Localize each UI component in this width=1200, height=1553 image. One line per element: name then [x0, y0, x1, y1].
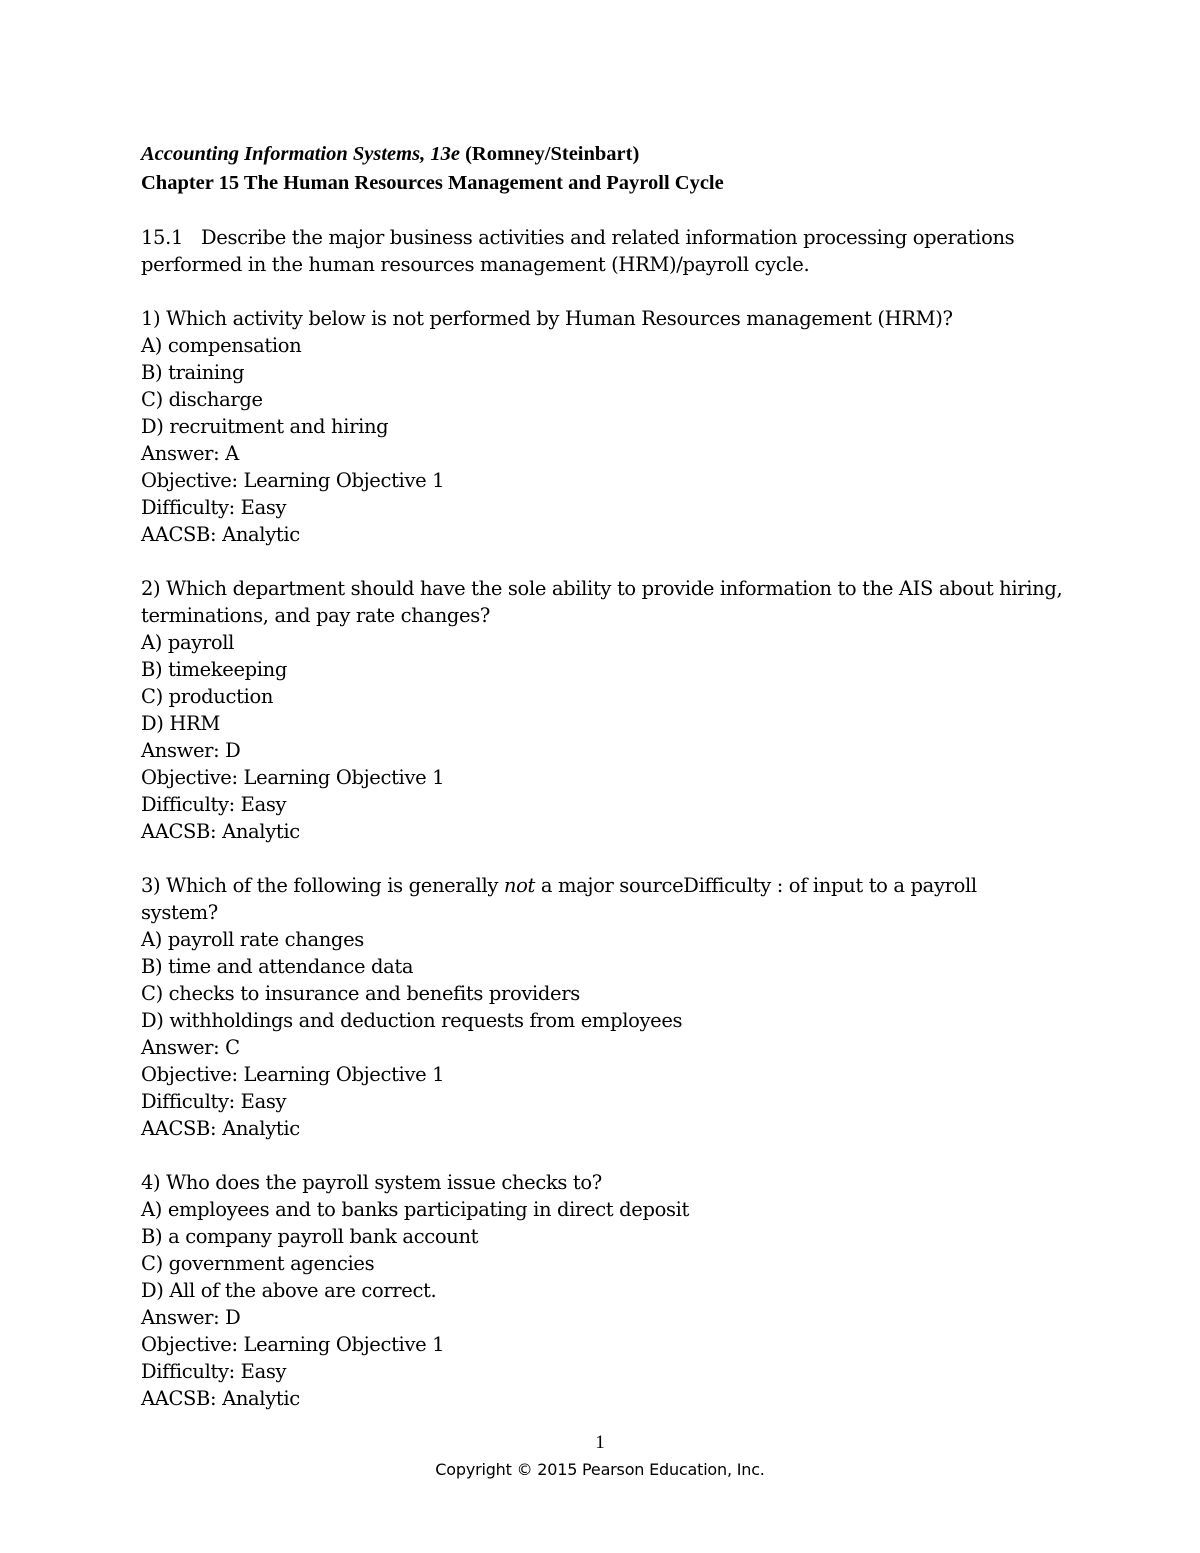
difficulty: Difficulty: Easy [141, 1360, 287, 1383]
difficulty: Difficulty: Easy [141, 793, 287, 816]
choice-a: A) payroll rate changes [141, 928, 364, 951]
question-3 [141, 872, 1061, 1142]
objective-line-1 [141, 224, 1061, 251]
choice-c: C) government agencies [141, 1252, 375, 1275]
choice-b: B) training [141, 361, 245, 384]
book-title: Accounting Information Systems, 13e [141, 143, 460, 165]
choice-b: B) timekeeping [141, 658, 287, 681]
aacsb: AACSB: Analytic [141, 820, 300, 843]
choice-c: C) checks to insurance and benefits providers [141, 982, 580, 1005]
objective-ref: Objective: Learning Objective 1 [141, 766, 445, 789]
choice-b: B) time and attendance data [141, 955, 414, 978]
objective-text-1: Describe the major business activities and related information processing operations [201, 226, 1015, 249]
question-stem-end: a major sourceDifficulty : of input to a payroll [535, 874, 977, 897]
aacsb: AACSB: Analytic [141, 1387, 300, 1410]
page-content [141, 140, 1061, 1412]
choice-b: B) a company payroll bank account [141, 1225, 479, 1248]
authors: (Romney/Steinbart) [465, 143, 640, 165]
objective-text-2: performed in the human resources management (HRM)/payroll cycle. [141, 253, 810, 276]
aacsb: AACSB: Analytic [141, 1117, 300, 1140]
objective-ref: Objective: Learning Objective 1 [141, 1333, 445, 1356]
question-stem-continued: terminations, and pay rate changes? [141, 604, 490, 627]
question-stem [141, 872, 1061, 899]
question-stem-emphasis: not [503, 874, 535, 897]
choice-a: A) payroll [141, 631, 235, 654]
choice-a: A) employees and to banks participating in direct deposit [141, 1198, 689, 1221]
question-stem-continued: system? [141, 901, 218, 924]
question-4 [141, 1169, 1061, 1412]
question-1 [141, 305, 1061, 548]
question-2 [141, 575, 1061, 845]
question-stem-start: 3) Which of the following is generally [141, 874, 504, 897]
page-number: 1 [595, 1432, 605, 1453]
answer: Answer: C [141, 1036, 240, 1059]
objective-ref: Objective: Learning Objective 1 [141, 1063, 445, 1086]
objective-ref: Objective: Learning Objective 1 [141, 469, 445, 492]
chapter-title: Chapter 15 The Human Resources Management and Payroll Cycle [141, 172, 724, 194]
question-stem: 1) Which activity below is not performed by Human Resources management (HRM)? [141, 307, 953, 330]
choice-d: D) All of the above are correct. [141, 1279, 437, 1302]
copyright-notice: Copyright © 2015 Pearson Education, Inc. [435, 1460, 765, 1479]
question-stem: 2) Which department should have the sole ability to provide information to the AIS about hiring, [141, 577, 1063, 600]
difficulty: Difficulty: Easy [141, 496, 287, 519]
book-title-line [141, 140, 1061, 169]
choice-d: D) withholdings and deduction requests from employees [141, 1009, 683, 1032]
question-stem: 4) Who does the payroll system issue checks to? [141, 1171, 602, 1194]
choice-a: A) compensation [141, 334, 302, 357]
objective-number: 15.1 [141, 226, 184, 249]
learning-objective [141, 224, 1061, 278]
difficulty: Difficulty: Easy [141, 1090, 287, 1113]
choice-c: C) discharge [141, 388, 263, 411]
answer: Answer: D [141, 1306, 241, 1329]
answer: Answer: A [141, 442, 239, 465]
aacsb: AACSB: Analytic [141, 523, 300, 546]
choice-c: C) production [141, 685, 274, 708]
choice-d: D) HRM [141, 712, 220, 735]
answer: Answer: D [141, 739, 241, 762]
choice-d: D) recruitment and hiring [141, 415, 389, 438]
